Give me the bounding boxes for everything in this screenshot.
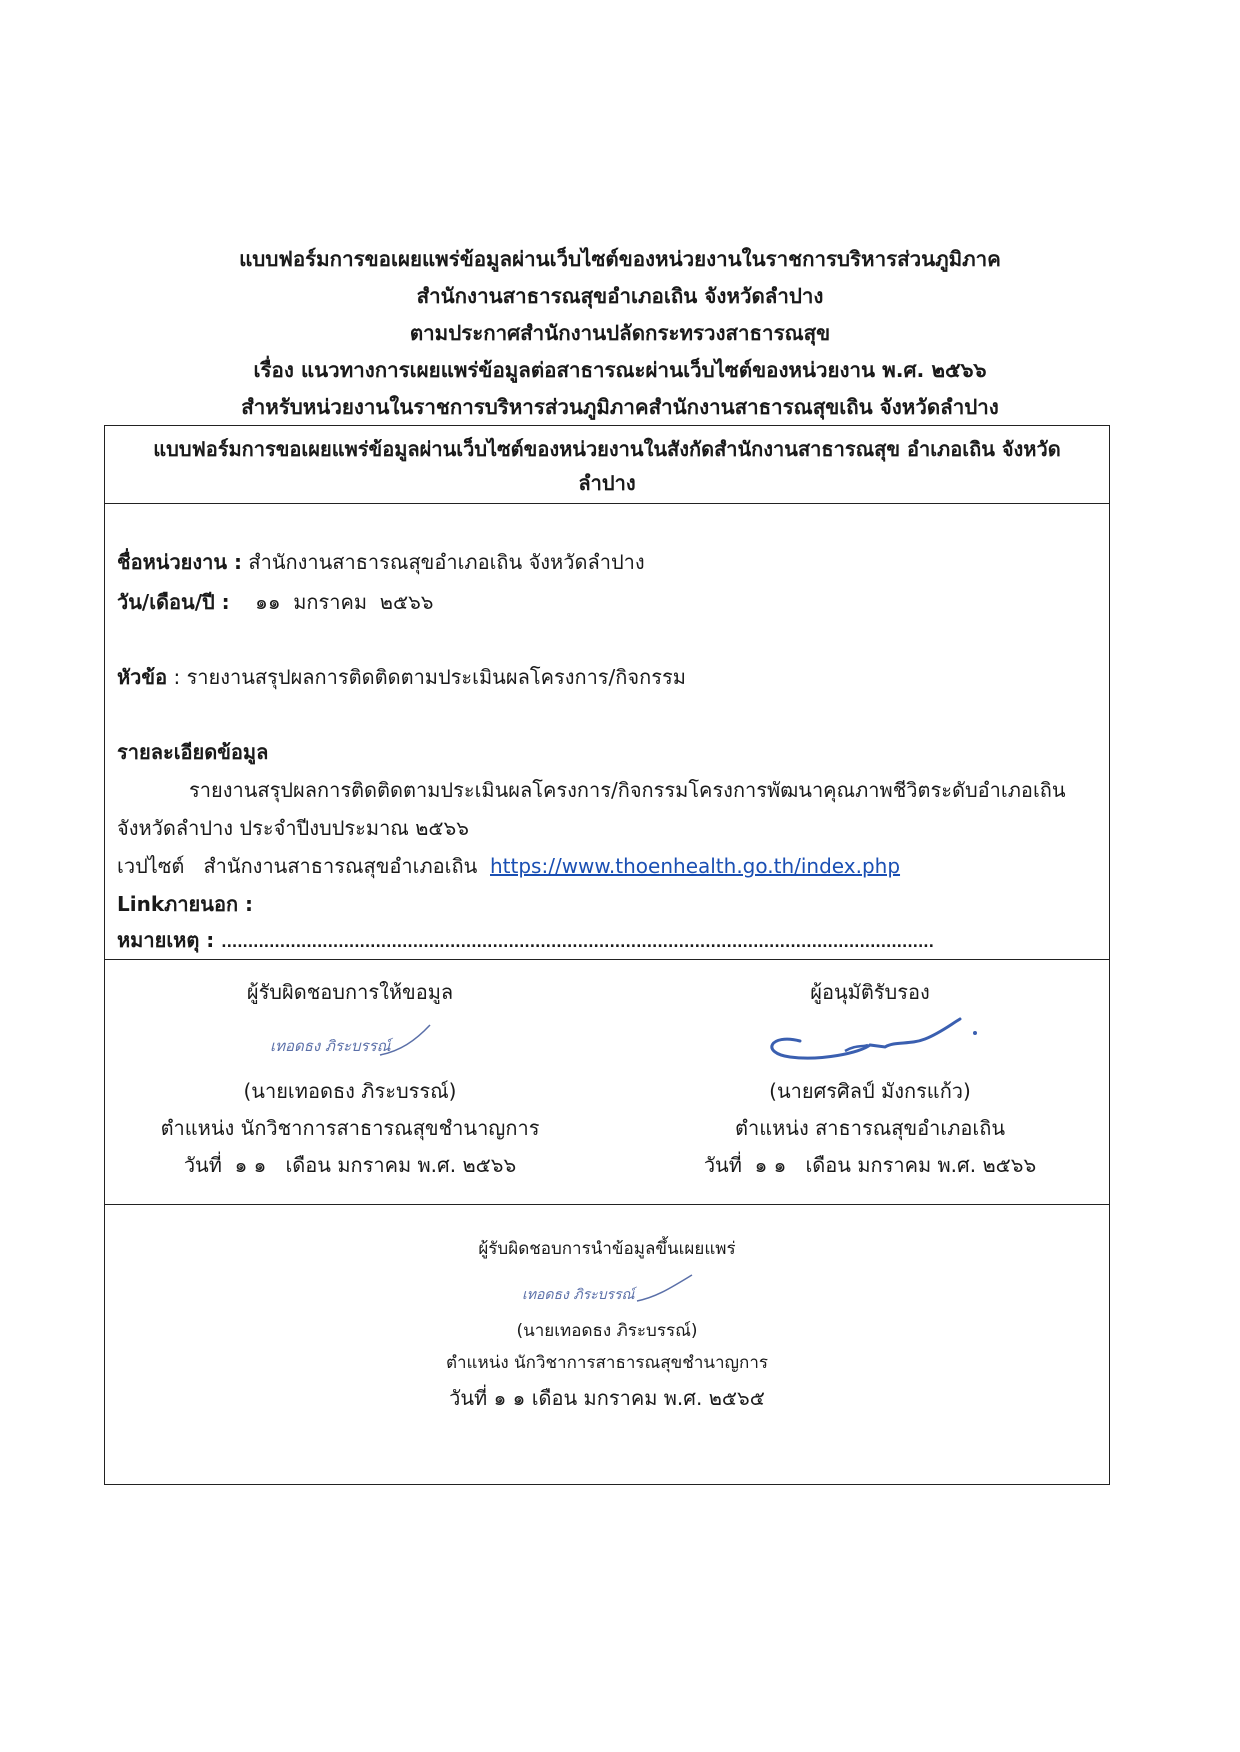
header-line-3: ตามประกาศสำนักงานปลัดกระทรวงสาธารณสุข — [409, 321, 831, 345]
note-value: ...................................................................................................................................... — [221, 935, 934, 951]
topic-value: : รายงานสรุปผลการติดติดตามประเมินผลโครงการ/กิจกรรม — [167, 665, 686, 689]
publisher-signature — [105, 1265, 1109, 1315]
header-line-1: แบบฟอร์มการขอเผยแพร่ข้อมูลผ่านเว็บไซต์ของหน่วยงานในราชการบริหารส่วนภูมิภาค — [239, 247, 1001, 271]
publisher-section — [105, 1205, 1109, 1484]
date-value: ๑๑ มกราคม ๒๕๖๖ — [229, 590, 434, 614]
approver-date: วันที่ ๑ ๑ เดือน มกราคม พ.ศ. ๒๕๖๖ — [703, 1153, 1037, 1177]
date-label: วัน/เดือน/ปี : — [117, 590, 230, 614]
approver-signature-block — [635, 974, 1105, 1184]
unit-label: ชื่อหน่วยงาน : — [117, 550, 243, 574]
topic-row — [117, 661, 686, 693]
form-title-line-1: แบบฟอร์มการขอเผยแพร่ข้อมูลผ่านเว็บไซต์ของหน่วยงานในสังกัดสำนักงานสาธารณสุข อำเภอเถิน จังหวัด — [153, 437, 1061, 461]
website-row — [117, 850, 900, 882]
informant-signature-block — [115, 974, 585, 1184]
signature-section — [105, 960, 1109, 1205]
publisher-signature-icon — [507, 1265, 707, 1315]
unit-value: สำนักงานสาธารณสุขอำเภอเถิน จังหวัดลำปาง — [242, 550, 645, 574]
informant-name: (นายเทอดธง ภิระบรรณ์) — [243, 1079, 457, 1103]
publisher-date: วันที่ ๑ ๑ เดือน มกราคม พ.ศ. ๒๕๖๕ — [449, 1386, 765, 1410]
approver-role: ผู้อนุมัติรับรอง — [810, 980, 930, 1004]
external-link-label: Linkภายนอก : — [117, 892, 254, 916]
detail-line-2: จังหวัดลำปาง ประจำปีงบประมาณ ๒๕๖๖ — [117, 816, 469, 840]
note-row — [117, 924, 934, 956]
approver-name: (นายศรศิลป์ มังกรแก้ว) — [769, 1079, 971, 1103]
website-link[interactable]: https://www.thoenhealth.go.th/index.php — [490, 854, 901, 878]
publication-form — [104, 425, 1110, 1485]
informant-signature-icon — [250, 1011, 450, 1073]
detail-line-1: รายงานสรุปผลการติดติดตามประเมินผลโครงการ/กิจกรรมโครงการพัฒนาคุณภาพชีวิตระดับอำเภอเถิน — [189, 778, 1066, 802]
approver-position: ตำแหน่ง สาธารณสุขอำเภอเถิน — [734, 1116, 1006, 1140]
informant-date: วันที่ ๑ ๑ เดือน มกราคม พ.ศ. ๒๕๖๖ — [183, 1153, 517, 1177]
header-line-5: สำหรับหน่วยงานในราชการบริหารส่วนภูมิภาคสำนักงานสาธารณสุขเถิน จังหวัดลำปาง — [241, 395, 999, 419]
form-title-line-2: ลำปาง — [578, 471, 636, 495]
detail-label: รายละเอียดข้อมูล — [117, 740, 269, 764]
approver-signature-icon — [750, 1011, 990, 1073]
header-line-2: สำนักงานสาธารณสุขอำเภอเถิน จังหวัดลำปาง — [416, 284, 824, 308]
header-line-4: เรื่อง แนวทางการเผยแพร่ข้อมูลต่อสาธารณะผ่านเว็บไซต์ของหน่วยงาน พ.ศ. ๒๕๖๖ — [253, 358, 987, 382]
publisher-role: ผู้รับผิดชอบการนำข้อมูลขึ้นเผยแพร่ — [478, 1239, 736, 1259]
publisher-name: (นายเทอดธง ภิระบรรณ์) — [516, 1321, 698, 1341]
approver-signature — [635, 1011, 1105, 1073]
website-label: เวปไซต์ สำนักงานสาธารณสุขอำเภอเถิน — [117, 854, 490, 878]
publisher-block — [105, 1233, 1109, 1417]
form-title — [105, 426, 1109, 504]
note-label: หมายเหตุ : — [117, 928, 222, 952]
topic-label: หัวข้อ — [117, 665, 168, 689]
informant-signature — [115, 1011, 585, 1073]
informant-role: ผู้รับผิดชอบการให้ขอมูล — [246, 980, 454, 1004]
document-header — [100, 241, 1140, 426]
unit-row — [117, 546, 645, 578]
informant-position: ตำแหน่ง นักวิชาการสาธารณสุขชำนาญการ — [160, 1116, 540, 1140]
publisher-signature-text: เทอดธง ภิระบรรณ์ — [522, 1287, 635, 1303]
form-details — [105, 504, 1109, 960]
informant-signature-text: เทอดธง ภิระบรรณ์ — [270, 1037, 391, 1055]
publisher-position: ตำแหน่ง นักวิชาการสาธารณสุขชำนาญการ — [445, 1353, 769, 1373]
date-row — [117, 586, 433, 618]
